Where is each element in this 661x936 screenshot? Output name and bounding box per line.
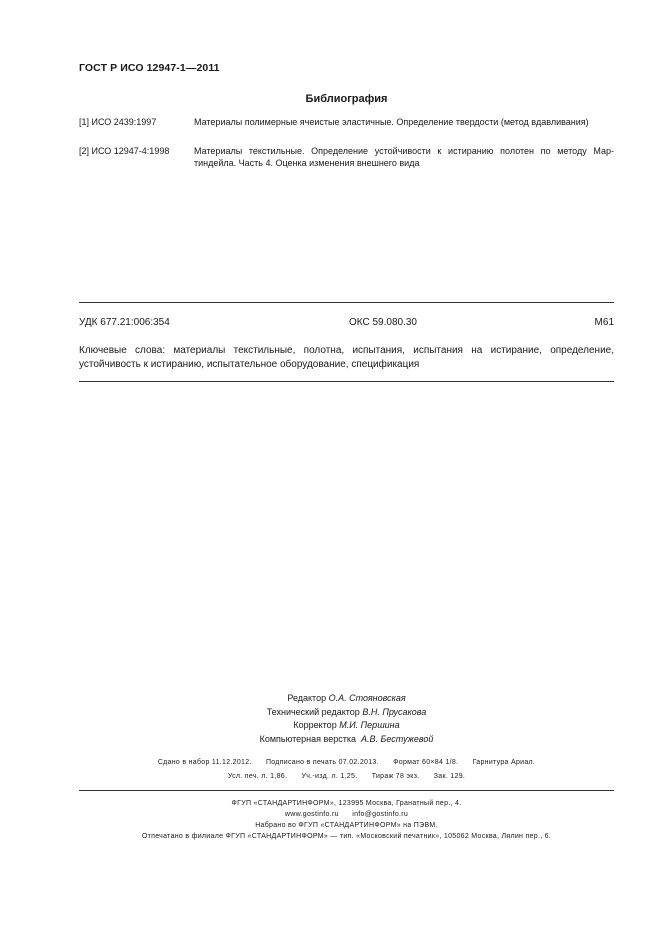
publisher-contacts: www.gostinfo.ru info@gostinfo.ru bbox=[284, 811, 409, 818]
printing-info: Отпечатано в филиале ФГУП «СТАНДАРТИНФОРМ» — тип. «Московский печатник», 105062 Москва, Лялин пер., 6. bbox=[141, 833, 552, 840]
divider bbox=[79, 302, 614, 303]
bibliography-title: Библиография bbox=[305, 93, 388, 105]
keywords: Ключевые слова: материалы текстильные, полотна, испытания, испытания на истирание, определение, устойчивость к истиранию, испытательное оборудование, спецификация bbox=[79, 345, 614, 370]
credit-corrector: Корректор М.И. Першина bbox=[293, 720, 400, 730]
credits-block bbox=[0, 692, 661, 746]
classification-row bbox=[79, 317, 614, 328]
reference-text: Материалы текстильные. Определение устойчивости к истиранию полотен по методу Мар-тиндейла. Часть 4. Оценка изменения внешнего вида bbox=[194, 146, 614, 168]
credit-tech-editor: Технический редактор В.Н. Прусакова bbox=[266, 706, 427, 717]
udk-code: УДК 677.21:006:354 bbox=[79, 317, 170, 328]
reference-text: Материалы полимерные ячеистые эластичные. Определение твердости (метод вдавливания) bbox=[194, 117, 589, 127]
reference-item bbox=[79, 146, 614, 169]
group-code: М61 bbox=[594, 317, 614, 328]
divider bbox=[79, 790, 614, 791]
standard-code: ГОСТ Р ИСО 12947-1—2011 bbox=[79, 62, 220, 74]
divider bbox=[79, 381, 614, 382]
publisher-address: ФГУП «СТАНДАРТИНФОРМ», 123995 Москва, Гранатный пер., 4. bbox=[231, 800, 462, 807]
typeset-info: Набрано во ФГУП «СТАНДАРТИНФОРМ» на ПЭВМ. bbox=[255, 822, 438, 829]
credit-editor: Редактор О.А. Стояновская bbox=[287, 693, 406, 703]
reference-number: [1] ИСО 2439:1997 bbox=[79, 117, 157, 127]
print-info-line: Сдано в набор 11.12.2012. Подписано в печать 07.02.2013. Формат 60×84 1/8. Гарнитура Ариал. bbox=[157, 759, 536, 766]
print-info-line: Усл. печ. л. 1,86. Уч.-изд. л. 1,25. Тираж 78 экз. Зак. 129. bbox=[227, 773, 466, 780]
reference-number: [2] ИСО 12947-4:1998 bbox=[79, 146, 170, 156]
reference-item bbox=[79, 117, 614, 129]
oks-code: ОКС 59.080.30 bbox=[349, 317, 417, 328]
credit-layout: Компьютерная верстка А.В. Бестужевой bbox=[259, 733, 434, 744]
